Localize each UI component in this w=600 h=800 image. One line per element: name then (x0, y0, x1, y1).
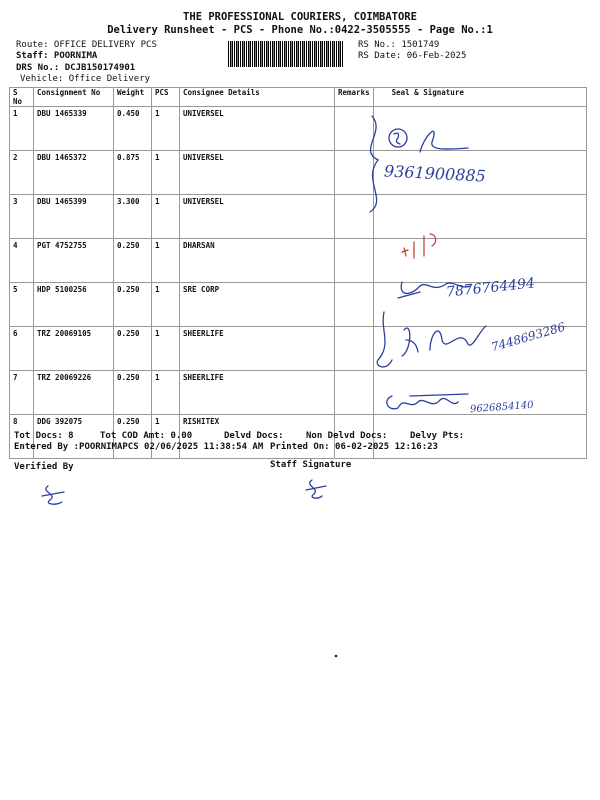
verified-by-label: Verified By (14, 462, 74, 472)
non-delivered-docs: Non Delvd Docs: (306, 431, 388, 441)
rs-date: RS Date: 06-Feb-2025 (358, 51, 467, 61)
rs-number: RS No.: 1501749 (358, 40, 440, 50)
cell-consignee: DHARSAN (180, 239, 335, 283)
cell-consignment: DBU 1465339 (34, 107, 114, 151)
runsheet-subtitle: Delivery Runsheet - PCS - Phone No.:0422-3505555 - Page No.:1 (107, 24, 493, 36)
total-docs: Tot Docs: 8 (14, 431, 74, 441)
cell-sno: 7 (10, 371, 34, 415)
cell-sno: 1 (10, 107, 34, 151)
signature-stroke (410, 394, 468, 396)
staff-label: Staff: POORNIMA (16, 51, 98, 61)
col-pcs: PCS (152, 88, 180, 107)
cell-sno: 8 (10, 415, 34, 459)
cell-consignment: TRZ 20069105 (34, 327, 114, 371)
signature-stroke (394, 133, 400, 144)
cell-weight: 0.250 (114, 371, 152, 415)
delivered-docs: Delvd Docs: (224, 431, 284, 441)
cell-pcs: 1 (152, 151, 180, 195)
cell-consignee: UNIVERSEL (180, 195, 335, 239)
cell-pcs: 1 (152, 107, 180, 151)
col-sno: S No (10, 88, 34, 107)
company-name: THE PROFESSIONAL COURIERS, COIMBATORE (183, 11, 417, 23)
cell-pcs: 1 (152, 415, 180, 459)
cell-pcs: 1 (152, 195, 180, 239)
cell-consignee: UNIVERSEL (180, 151, 335, 195)
cell-weight: 0.450 (114, 107, 152, 151)
signature-ink (42, 116, 486, 657)
col-weight: Weight (114, 88, 152, 107)
signature-stroke (387, 396, 458, 409)
cell-weight: 0.250 (114, 327, 152, 371)
verified-signature (42, 486, 64, 504)
signature-stroke (401, 282, 470, 293)
cell-weight: 0.250 (114, 239, 152, 283)
delivery-points: Delvy Pts: (410, 431, 465, 441)
cell-consignee: SHEERLIFE (180, 371, 335, 415)
col-consignee: Consignee Details (180, 88, 335, 107)
handwritten-phone: 7876764494 (445, 275, 536, 301)
cell-weight: 3.300 (114, 195, 152, 239)
cell-pcs: 1 (152, 371, 180, 415)
signature-stroke (420, 131, 468, 152)
cell-weight: 0.875 (114, 151, 152, 195)
signature-stroke (377, 312, 392, 367)
signature-stroke (430, 326, 486, 350)
vehicle-label: Vehicle: Office Delivery (20, 74, 151, 84)
signature-stroke (402, 328, 418, 356)
cell-pcs: 1 (152, 327, 180, 371)
staff-signature-mark (306, 480, 326, 498)
staff-signature-label: Staff Signature (270, 460, 352, 470)
drs-number: DRS No.: DCJB150174901 (16, 63, 136, 73)
cell-sno: 2 (10, 151, 34, 195)
cell-sno: 5 (10, 283, 34, 327)
handwritten-phone: 7448693286 (489, 319, 567, 355)
red-scribble (402, 234, 436, 258)
cell-consignment: DDG 392075 (34, 415, 114, 459)
cell-sno: 3 (10, 195, 34, 239)
col-consignment: Consignment No (34, 88, 114, 107)
cell-sno: 6 (10, 327, 34, 371)
cell-pcs: 1 (152, 239, 180, 283)
cell-sno: 4 (10, 239, 34, 283)
cell-consignee: UNIVERSEL (180, 107, 335, 151)
cell-weight: 0.250 (114, 415, 152, 459)
entered-by: Entered By :POORNIMAPCS 02/06/2025 11:38:54 AM (14, 442, 264, 452)
cell-weight: 0.250 (114, 283, 152, 327)
col-seal-signature: Seal & Signature (373, 88, 586, 107)
cell-consignee: SHEERLIFE (180, 327, 335, 371)
cell-pcs: 1 (152, 283, 180, 327)
total-cod-amount: Tot COD Amt: 0.00 (100, 431, 193, 441)
signature-stroke (370, 116, 378, 212)
cell-consignment: TRZ 20069226 (34, 371, 114, 415)
printed-on: Printed On: 06-02-2025 12:16:23 (270, 442, 438, 452)
col-remarks: Remarks (335, 88, 374, 107)
cell-consignment: HDP 5100256 (34, 283, 114, 327)
cell-consignee: RISHITEX (180, 415, 335, 459)
cell-consignment: DBU 1465399 (34, 195, 114, 239)
cell-consignment: PGT 4752755 (34, 239, 114, 283)
route-label: Route: OFFICE DELIVERY PCS (16, 40, 157, 50)
red-ink-mark (402, 234, 436, 258)
cell-consignee: SRE CORP (180, 283, 335, 327)
handwritten-phone: 9361900885 (383, 161, 487, 186)
ink-dot (335, 655, 338, 658)
handwritten-phone: 9626854140 (469, 399, 534, 416)
cell-consignment: DBU 1465372 (34, 151, 114, 195)
